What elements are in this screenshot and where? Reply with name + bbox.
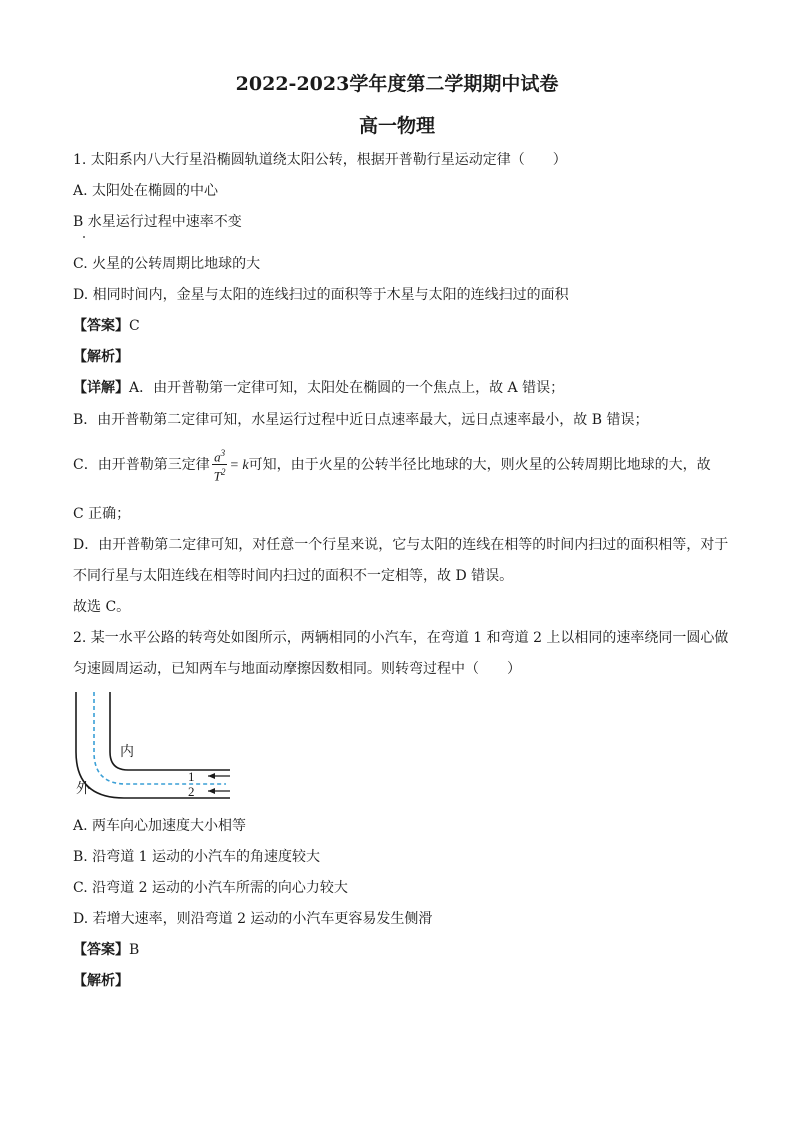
- q1-detail-b: B．由开普勒第二定律可知，水星运行过程中近日点速率最大，远日点速率最小，故 B 错误；: [73, 412, 649, 428]
- q1-stem: 1. 太阳系内八大行星沿椭圆轨道绕太阳公转，根据开普勒行星运动定律（ ）: [73, 152, 567, 168]
- q1-detail-d-2: 不同行星与太阳连线在相等时间内扫过的面积不一定相等，故 D 错误。: [73, 568, 514, 584]
- formula-numerator: a: [214, 449, 221, 465]
- q1-answer: [73, 316, 140, 336]
- q2-answer: [73, 940, 139, 960]
- q1-option-b: B 水星运行过程中速率不变: [73, 214, 242, 230]
- q1-option-c: C. 火星的公转周期比地球的大: [73, 256, 261, 272]
- answer-tag: 【答案】: [73, 942, 129, 958]
- exam-title: 2022-2023学年度第二学期期中试卷: [235, 73, 559, 95]
- q2-option-c: C. 沿弯道 2 运动的小汽车所需的向心力较大: [73, 880, 348, 896]
- detail-tag: 【详解】: [73, 380, 129, 396]
- lane2-label: 2: [188, 784, 195, 799]
- answer-value: C: [129, 318, 140, 334]
- outer-label: 外: [76, 781, 90, 797]
- kepler-third-formula: [212, 446, 228, 484]
- q1-detail-d-1: D．由开普勒第二定律可知，对任意一个行星来说，它与太阳的连线在相等的时间内扫过的面积相等，对于: [73, 537, 729, 553]
- q1-conclusion: 故选 C。: [73, 599, 131, 615]
- answer-value: B: [129, 942, 140, 958]
- formula-num-exponent: 3: [220, 448, 226, 458]
- inner-label: 内: [120, 744, 134, 760]
- lane1-arrowhead: [208, 773, 215, 779]
- formula-rhs: = k: [229, 457, 249, 473]
- q2-stem-1: 2. 某一水平公路的转弯处如图所示，两辆相同的小汽车，在弯道 1 和弯道 2 上以相同的速率绕同一圆心做: [73, 630, 729, 646]
- detail-c-post: 可知，由于火星的公转半径比地球的大，则火星的公转周期比地球的大，故: [248, 456, 711, 473]
- q1-analysis-tag: [73, 347, 129, 367]
- q2-analysis-tag: [73, 971, 129, 991]
- q2-option-a: A. 两车向心加速度大小相等: [73, 818, 247, 834]
- outer-road-edge: [76, 692, 230, 798]
- q1-detail-c-end: C 正确；: [73, 506, 131, 522]
- formula-den-exponent: 2: [220, 467, 226, 478]
- q1-option-a: A. 太阳处在椭圆的中心: [73, 183, 219, 199]
- lane2-arrowhead: [208, 788, 215, 794]
- q1-option-d: D. 相同时间内，金星与太阳的连线扫过的面积等于木星与太阳的连线扫过的面积: [73, 287, 569, 303]
- subject-title: 高一物理: [358, 115, 435, 137]
- q2-option-b: B. 沿弯道 1 运动的小汽车的角速度较大: [73, 849, 320, 865]
- q2-option-d: D. 若增大速率，则沿弯道 2 运动的小汽车更容易发生侧滑: [73, 911, 433, 927]
- lane1-label: 1: [188, 769, 195, 784]
- q2-stem-2: 匀速圆周运动，已知两车与地面动摩擦因数相同。则转弯过程中（ ）: [73, 661, 521, 677]
- detail-a-text: A．由开普勒第一定律可知，太阳处在椭圆的一个焦点上，故 A 错误；: [129, 380, 565, 396]
- q1-detail-c: [73, 446, 711, 484]
- stray-dot: [83, 236, 85, 238]
- answer-tag: 【答案】: [73, 318, 129, 334]
- detail-c-pre: C．由开普勒第三定律: [73, 456, 210, 473]
- road-curve-figure: [68, 690, 238, 805]
- analysis-tag: 【解析】: [73, 973, 129, 989]
- q1-detail-a: [73, 378, 564, 398]
- analysis-tag: 【解析】: [73, 349, 129, 365]
- formula-denominator: T: [213, 468, 221, 484]
